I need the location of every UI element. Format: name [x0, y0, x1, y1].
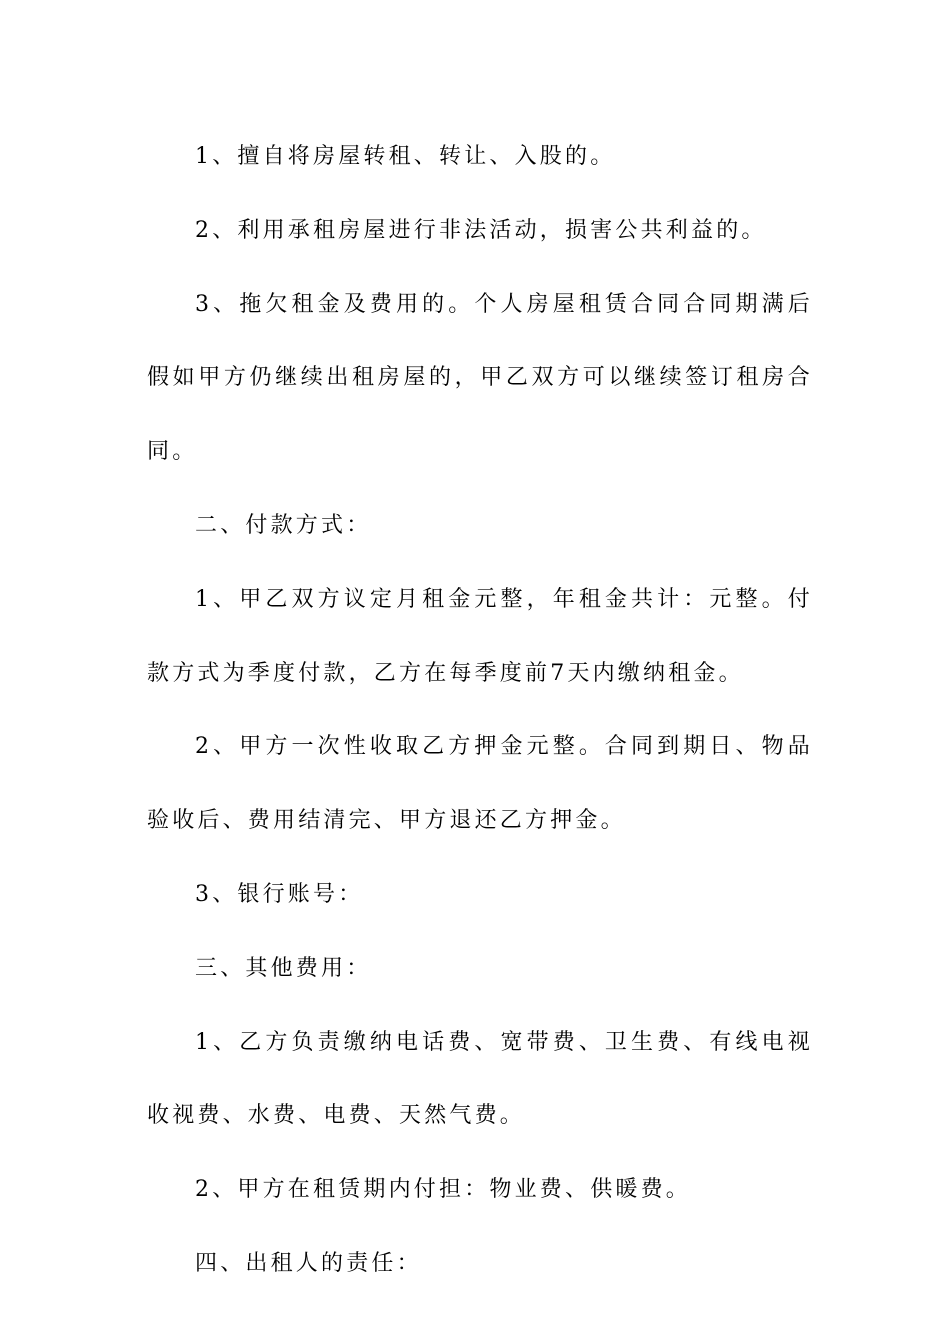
paragraph-clause-2-illegal-use: 2、利用承租房屋进行非法活动，损害公共利益的。: [195, 217, 767, 243]
paragraph-payment-rent: 1、甲乙双方议定月租金元整，年租金共计：元整。付款方式为季度付款，乙方在每季度前7天内缴纳租金。: [147, 586, 813, 686]
paragraph-landlord-fees: 2、甲方在租赁期内付担：物业费、供暖费。: [195, 1177, 691, 1203]
paragraph-bank-account: 3、银行账号：: [195, 881, 364, 907]
section-heading-landlord-responsibility: 四、出租人的责任：: [195, 1250, 422, 1276]
section-heading-payment-method: 二、付款方式：: [195, 512, 372, 538]
paragraph-tenant-fees: 1、乙方负责缴纳电话费、宽带费、卫生费、有线电视收视费、水费、电费、天然气费。: [147, 1029, 813, 1129]
section-heading-other-fees: 三、其他费用：: [195, 955, 372, 981]
document-body: [147, 120, 813, 1301]
paragraph-payment-deposit: 2、甲方一次性收取乙方押金元整。合同到期日、物品验收后、费用结清完、甲方退还乙方押金。: [147, 734, 813, 834]
paragraph-clause-1-sublease: 1、擅自将房屋转租、转让、入股的。: [195, 144, 616, 169]
paragraph-clause-3-arrears: 3、拖欠租金及费用的。个人房屋租赁合同合同期满后假如甲方仍继续出租房屋的，甲乙双方可以继续签订租房合同。: [147, 291, 813, 465]
